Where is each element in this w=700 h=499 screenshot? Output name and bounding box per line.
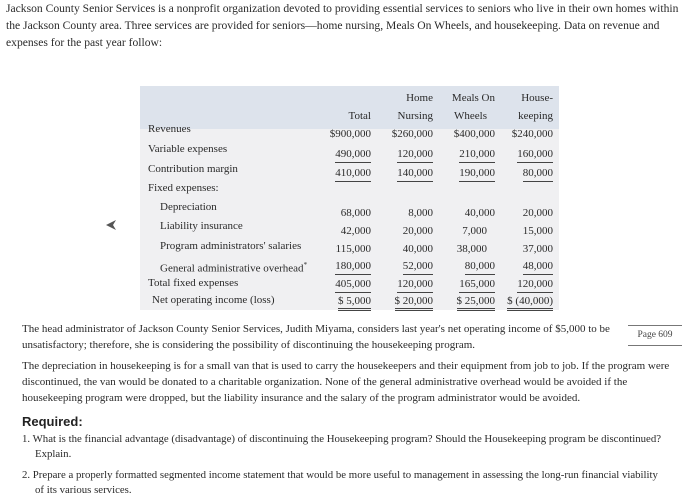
mouse-cursor-icon — [104, 218, 118, 232]
row-label-contribution: Contribution margin — [148, 163, 238, 175]
overhead-meals: 80,000 — [465, 260, 495, 275]
depreciation-home: 8,000 — [408, 207, 433, 219]
row-label-total-fixed: Total fixed expenses — [148, 277, 239, 289]
salaries-home: 40,000 — [402, 243, 433, 255]
depreciation-house: 20,000 — [522, 207, 553, 219]
salaries-total: 115,000 — [335, 243, 371, 255]
net-house: $ (40,000) — [507, 295, 553, 311]
row-label-fixed-expenses: Fixed expenses: — [148, 182, 219, 194]
row-label-depreciation: Depreciation — [160, 201, 217, 213]
revenues-house: $240,000 — [511, 128, 553, 140]
header-meals-line2: Wheels — [454, 110, 487, 122]
variable-meals: 210,000 — [459, 148, 495, 163]
row-label-salaries: Program administrators' salaries — [160, 240, 302, 252]
variable-house: 160,000 — [517, 148, 553, 163]
total-fixed-home: 120,000 — [397, 278, 433, 293]
depreciation-paragraph: The depreciation in housekeeping is for a small van that is used to carry the housekeepers and their equipment from job to job. If the program were discontinued, the van would be donated to a charitable organization. None of the general administrative overhead would be avoided if the housekeeping program were dropped, but the liability insurance and the salary of the program administrator would be avoided. — [22, 360, 670, 404]
net-home: $ 20,000 — [395, 295, 434, 311]
contribution-meals: 190,000 — [459, 167, 495, 182]
revenue-expense-table — [140, 86, 559, 310]
row-label-liability: Liability insurance — [160, 220, 243, 232]
contribution-home: 140,000 — [397, 167, 433, 182]
liability-house: 15,000 — [522, 225, 553, 237]
revenues-total: $900,000 — [329, 128, 371, 140]
row-label-net-income: Net operating income (loss) — [152, 294, 275, 306]
contribution-total: 410,000 — [335, 167, 371, 182]
required-item-2-line2: of its various services. — [35, 484, 132, 496]
overhead-home: 52,000 — [403, 260, 433, 275]
total-fixed-total: 405,000 — [335, 278, 371, 293]
header-house-line2: keeping — [518, 110, 553, 122]
revenues-meals: $400,000 — [453, 128, 495, 140]
depreciation-total: 68,000 — [340, 207, 371, 219]
required-item-1-line1: 1. What is the financial advantage (disadvantage) of discontinuing the Housekeeping program? Should the Housekeeping program be discontinued? — [22, 433, 662, 445]
revenues-home: $260,000 — [391, 128, 433, 140]
header-house-line1: House- — [521, 92, 553, 104]
liability-total: 42,000 — [340, 225, 371, 237]
depreciation-meals: 40,000 — [464, 207, 495, 219]
liability-home: 20,000 — [402, 225, 433, 237]
total-fixed-meals: 165,000 — [459, 278, 495, 293]
intro-paragraph: Jackson County Senior Services is a nonprofit organization devoted to providing essential services to seniors who live in their own homes within the Jackson County area. Three services are provided for seniors—home nursing, Meals On Wheels, and housekeeping. Data on revenue and expenses for the past year follow: — [6, 2, 679, 49]
net-total: $ 5,000 — [338, 295, 371, 311]
required-item-1-line2: Explain. — [35, 448, 72, 460]
overhead-label-text: General administrative overhead — [160, 262, 304, 275]
total-fixed-house: 120,000 — [517, 278, 553, 293]
page-reference: Page 609 — [628, 325, 682, 346]
salaries-meals: 38,000 — [456, 243, 487, 255]
variable-home: 120,000 — [397, 148, 433, 163]
salaries-house: 37,000 — [522, 243, 553, 255]
overhead-footnote-mark: * — [303, 261, 308, 269]
required-heading: Required: — [22, 414, 83, 429]
header-home-line2: Nursing — [397, 110, 433, 122]
overhead-house: 48,000 — [523, 260, 553, 275]
variable-total: 490,000 — [335, 148, 371, 163]
net-meals: $ 25,000 — [457, 295, 496, 311]
row-label-variable: Variable expenses — [148, 143, 228, 155]
required-item-2-line1: 2. Prepare a properly formatted segmented income statement that would be more useful to management in assessing the long-run financial viability — [22, 469, 658, 481]
contribution-house: 80,000 — [523, 167, 553, 182]
row-label-overhead — [160, 259, 307, 276]
row-label-revenues: Revenues — [148, 123, 191, 135]
liability-meals: 7,000 — [462, 225, 487, 237]
context-paragraph: The head administrator of Jackson County Senior Services, Judith Miyama, considers last year's net operating income of $5,000 to be unsatisfactory; therefore, she is considering the possibility of discontinuing the housekeeping program. — [22, 323, 610, 351]
header-total: Total — [348, 110, 371, 122]
overhead-total: 180,000 — [335, 260, 371, 275]
header-meals-line1: Meals On — [451, 92, 495, 104]
header-home-line1: Home — [406, 92, 433, 104]
